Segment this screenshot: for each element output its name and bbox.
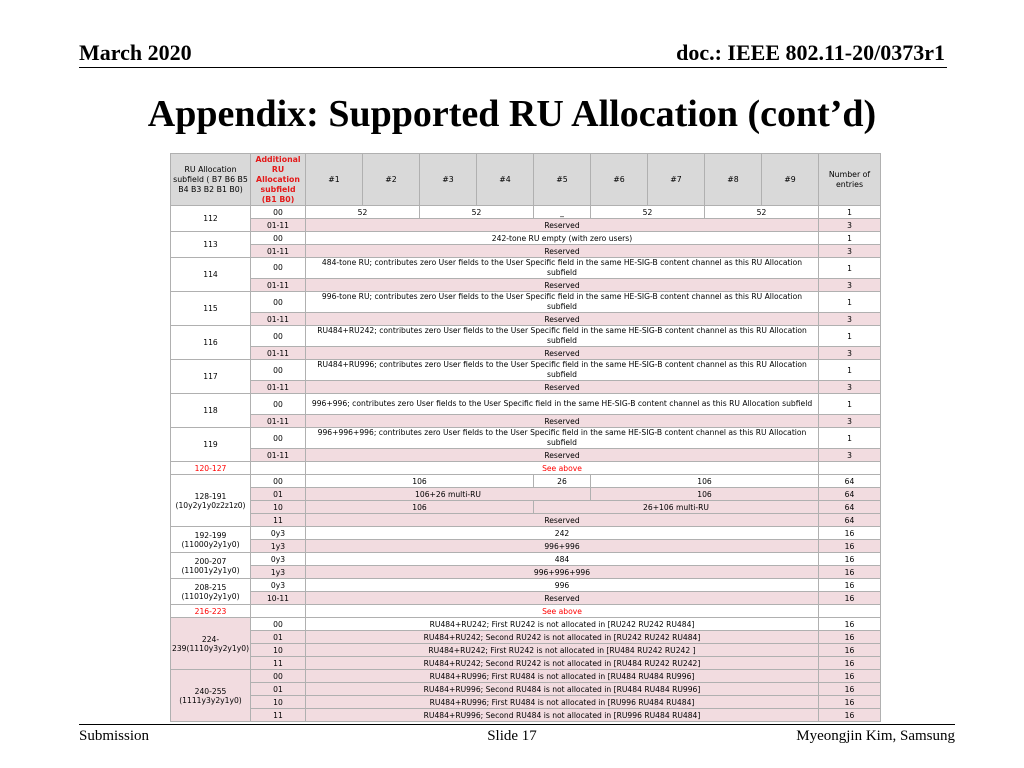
- col-header-7: #7: [648, 154, 705, 206]
- col-header-2: #2: [363, 154, 420, 206]
- description-cell: 242-tone RU empty (with zero users): [306, 232, 819, 245]
- additional-value: 01-11: [251, 415, 306, 428]
- ru-value-240-255: 240-255 (1111y3y2y1y0): [171, 670, 251, 722]
- table-row: [171, 644, 881, 657]
- additional-value: 00: [251, 232, 306, 245]
- entries-value: 3: [819, 245, 881, 258]
- entries-value: 16: [819, 527, 881, 540]
- additional-value: 01: [251, 683, 306, 696]
- entries-value: 16: [819, 657, 881, 670]
- table-row: [171, 709, 881, 722]
- description-cell: RU484+RU242; First RU242 is not allocated in [RU242 RU242 RU484]: [306, 618, 819, 631]
- entries-value: 16: [819, 553, 881, 566]
- entries-value: 64: [819, 514, 881, 527]
- additional-value: 11: [251, 514, 306, 527]
- additional-value: 10-11: [251, 592, 306, 605]
- entries-value: 3: [819, 279, 881, 292]
- entries-value: 1: [819, 292, 881, 313]
- additional-value: 01: [251, 488, 306, 501]
- table-row: [171, 381, 881, 394]
- description-cell: RU484+RU242; Second RU242 is not allocated in [RU484 RU242 RU242]: [306, 657, 819, 670]
- ru-allocation-table-wrapper: [170, 153, 880, 722]
- table-row: [171, 326, 881, 347]
- entries-value: 16: [819, 696, 881, 709]
- ru-value-119: 119: [171, 428, 251, 462]
- description-cell: 996+996; contributes zero User fields to the User Specific field in the same HE-SIG-B content channel as this RU Allocation subfield: [306, 394, 819, 415]
- additional-value: 11: [251, 657, 306, 670]
- additional-value: 00: [251, 292, 306, 313]
- table-row: [171, 683, 881, 696]
- entries-value: 1: [819, 326, 881, 347]
- ru-cell: 996+996: [306, 540, 819, 553]
- footer-submission: Submission: [79, 728, 150, 744]
- ru-value-192-199: 192-199 (11000y2y1y0): [171, 527, 251, 553]
- col-header-ru-allocation: RU Allocation subfield ( B7 B6 B5 B4 B3 B2 B1 B0): [171, 154, 251, 206]
- entries-value: 3: [819, 449, 881, 462]
- see-above-cell: See above: [306, 462, 819, 475]
- table-row: [171, 360, 881, 381]
- description-cell: RU484+RU996; First RU484 is not allocated in [RU484 RU484 RU996]: [306, 670, 819, 683]
- footer-divider: [79, 724, 955, 725]
- additional-value: 10: [251, 501, 306, 514]
- table-row: [171, 219, 881, 232]
- description-cell: 484-tone RU; contributes zero User fields to the User Specific field in the same HE-SIG-B content channel as this RU Allocation subfield: [306, 258, 819, 279]
- additional-value: 10: [251, 644, 306, 657]
- entries-value: 3: [819, 381, 881, 394]
- table-row: [171, 553, 881, 566]
- reserved-cell: Reserved: [306, 415, 819, 428]
- description-cell: RU484+RU996; contributes zero User fields to the User Specific field in the same HE-SIG-B content channel as this RU Allocation subfield: [306, 360, 819, 381]
- description-cell: RU484+RU996; Second RU484 is not allocated in [RU996 RU484 RU484]: [306, 709, 819, 722]
- additional-value: 00: [251, 428, 306, 449]
- entries-value: 16: [819, 683, 881, 696]
- table-row: [171, 566, 881, 579]
- ru-value-115: 115: [171, 292, 251, 326]
- ru-cell: 52: [306, 206, 420, 219]
- additional-value: 0y3: [251, 579, 306, 592]
- additional-value: 1y3: [251, 540, 306, 553]
- ru-value-116: 116: [171, 326, 251, 360]
- table-row: [171, 501, 881, 514]
- additional-value: 00: [251, 475, 306, 488]
- table-row: [171, 527, 881, 540]
- ru-value-118: 118: [171, 394, 251, 428]
- table-header-row: [171, 154, 881, 206]
- additional-value: 00: [251, 326, 306, 347]
- table-row: [171, 462, 881, 475]
- reserved-cell: Reserved: [306, 381, 819, 394]
- ru-value-128-191: 128-191 (10y2y1y0z2z1z0): [171, 475, 251, 527]
- table-row: [171, 232, 881, 245]
- description-cell: RU484+RU242; Second RU242 is not allocated in [RU242 RU242 RU484]: [306, 631, 819, 644]
- ru-value-112: 112: [171, 206, 251, 232]
- table-row: [171, 514, 881, 527]
- header-date: March 2020: [79, 40, 192, 65]
- footer-author: Myeongjin Kim, Samsung: [796, 728, 955, 744]
- header-doc-id: doc.: IEEE 802.11-20/0373r1: [676, 40, 945, 65]
- ru-value-120-127: 120-127: [171, 462, 251, 475]
- table-row: [171, 592, 881, 605]
- additional-value: 1y3: [251, 566, 306, 579]
- table-row: [171, 206, 881, 219]
- ru-cell: 106: [591, 488, 819, 501]
- ru-value-114: 114: [171, 258, 251, 292]
- table-row: [171, 258, 881, 279]
- entries-value: 3: [819, 415, 881, 428]
- description-cell: 996-tone RU; contributes zero User fields to the User Specific field in the same HE-SIG-B content channel as this RU Allocation subfield: [306, 292, 819, 313]
- entries-value: [819, 462, 881, 475]
- col-header-number-of-entries: Number of entries: [819, 154, 881, 206]
- ru-cell: 106: [306, 475, 534, 488]
- description-cell: RU484+RU996; Second RU484 is not allocated in [RU484 RU484 RU996]: [306, 683, 819, 696]
- additional-value: 0y3: [251, 527, 306, 540]
- entries-value: 1: [819, 232, 881, 245]
- additional-value: 01-11: [251, 219, 306, 232]
- reserved-cell: Reserved: [306, 313, 819, 326]
- table-row: [171, 313, 881, 326]
- reserved-cell: Reserved: [306, 514, 819, 527]
- ru-cell: 52: [420, 206, 534, 219]
- entries-value: [819, 605, 881, 618]
- table-row: [171, 488, 881, 501]
- ru-value-208-215: 208-215 (11010y2y1y0): [171, 579, 251, 605]
- reserved-cell: Reserved: [306, 347, 819, 360]
- additional-value: 10: [251, 696, 306, 709]
- table-row: [171, 605, 881, 618]
- entries-value: 64: [819, 475, 881, 488]
- additional-value: 01: [251, 631, 306, 644]
- entries-value: 16: [819, 618, 881, 631]
- ru-cell: 26+106 multi-RU: [534, 501, 819, 514]
- table-row: [171, 415, 881, 428]
- col-header-1: #1: [306, 154, 363, 206]
- table-row: [171, 696, 881, 709]
- ru-value-200-207: 200-207 (11001y2y1y0): [171, 553, 251, 579]
- ru-cell: 996+996+996: [306, 566, 819, 579]
- ru-cell: 106: [591, 475, 819, 488]
- entries-value: 1: [819, 206, 881, 219]
- reserved-cell: Reserved: [306, 245, 819, 258]
- entries-value: 1: [819, 394, 881, 415]
- col-header-9: #9: [762, 154, 819, 206]
- table-row: [171, 540, 881, 553]
- header-divider: [79, 67, 947, 68]
- description-cell: RU484+RU242; contributes zero User fields to the User Specific field in the same HE-SIG-B content channel as this RU Allocation subfield: [306, 326, 819, 347]
- table-row: [171, 449, 881, 462]
- ru-value-224-239: 224-239(1110y3y2y1y0): [171, 618, 251, 670]
- table-row: [171, 657, 881, 670]
- see-above-cell: See above: [306, 605, 819, 618]
- ru-value-216-223: 216-223: [171, 605, 251, 618]
- entries-value: 3: [819, 347, 881, 360]
- additional-value: 01-11: [251, 279, 306, 292]
- entries-value: 64: [819, 501, 881, 514]
- ru-cell: 242: [306, 527, 819, 540]
- entries-value: 16: [819, 566, 881, 579]
- entries-value: 64: [819, 488, 881, 501]
- additional-value: 00: [251, 394, 306, 415]
- additional-value: 00: [251, 206, 306, 219]
- col-header-3: #3: [420, 154, 477, 206]
- ru-value-113: 113: [171, 232, 251, 258]
- entries-value: 1: [819, 258, 881, 279]
- reserved-cell: Reserved: [306, 219, 819, 232]
- reserved-cell: Reserved: [306, 449, 819, 462]
- table-row: [171, 245, 881, 258]
- entries-value: 16: [819, 631, 881, 644]
- additional-value: 01-11: [251, 449, 306, 462]
- ru-cell: 26: [534, 475, 591, 488]
- additional-value: 01-11: [251, 313, 306, 326]
- entries-value: 1: [819, 428, 881, 449]
- additional-value: [251, 605, 306, 618]
- additional-value: 01-11: [251, 245, 306, 258]
- table-row: [171, 631, 881, 644]
- ru-cell: 106: [306, 501, 534, 514]
- ru-cell: 996: [306, 579, 819, 592]
- entries-value: 3: [819, 219, 881, 232]
- entries-value: 1: [819, 360, 881, 381]
- table-row: [171, 618, 881, 631]
- reserved-cell: Reserved: [306, 279, 819, 292]
- entries-value: 16: [819, 709, 881, 722]
- table-row: [171, 394, 881, 415]
- footer-slide-number: Slide 17: [487, 728, 537, 744]
- table-row: [171, 475, 881, 488]
- col-header-8: #8: [705, 154, 762, 206]
- col-header-additional-ru: Additional RU Allocation subfield (B1 B0): [251, 154, 306, 206]
- entries-value: 3: [819, 313, 881, 326]
- entries-value: 16: [819, 540, 881, 553]
- additional-value: 00: [251, 258, 306, 279]
- additional-value: 00: [251, 670, 306, 683]
- entries-value: 16: [819, 579, 881, 592]
- additional-value: 01-11: [251, 347, 306, 360]
- col-header-6: #6: [591, 154, 648, 206]
- additional-value: 00: [251, 618, 306, 631]
- table-row: [171, 292, 881, 313]
- additional-value: 11: [251, 709, 306, 722]
- ru-allocation-table: [170, 153, 881, 722]
- reserved-cell: Reserved: [306, 592, 819, 605]
- entries-value: 16: [819, 644, 881, 657]
- description-cell: RU484+RU996; First RU484 is not allocated in [RU996 RU484 RU484]: [306, 696, 819, 709]
- description-cell: 996+996+996; contributes zero User fields to the User Specific field in the same HE-SIG-B content channel as this RU Allocation subfield: [306, 428, 819, 449]
- entries-value: 16: [819, 670, 881, 683]
- table-row: [171, 670, 881, 683]
- additional-value: [251, 462, 306, 475]
- slide-title: Appendix: Supported RU Allocation (cont’d): [147, 93, 877, 135]
- table-row: [171, 428, 881, 449]
- description-cell: RU484+RU242; First RU242 is not allocated in [RU484 RU242 RU242 ]: [306, 644, 819, 657]
- col-header-4: #4: [477, 154, 534, 206]
- ru-value-117: 117: [171, 360, 251, 394]
- entries-value: 16: [819, 592, 881, 605]
- ru-cell: 52: [591, 206, 705, 219]
- table-row: [171, 279, 881, 292]
- col-header-5: #5: [534, 154, 591, 206]
- additional-value: 01-11: [251, 381, 306, 394]
- additional-value: 00: [251, 360, 306, 381]
- additional-value: 0y3: [251, 553, 306, 566]
- ru-cell: _: [534, 206, 591, 219]
- ru-cell: 484: [306, 553, 819, 566]
- ru-cell: 106+26 multi-RU: [306, 488, 591, 501]
- ru-cell: 52: [705, 206, 819, 219]
- table-row: [171, 579, 881, 592]
- table-row: [171, 347, 881, 360]
